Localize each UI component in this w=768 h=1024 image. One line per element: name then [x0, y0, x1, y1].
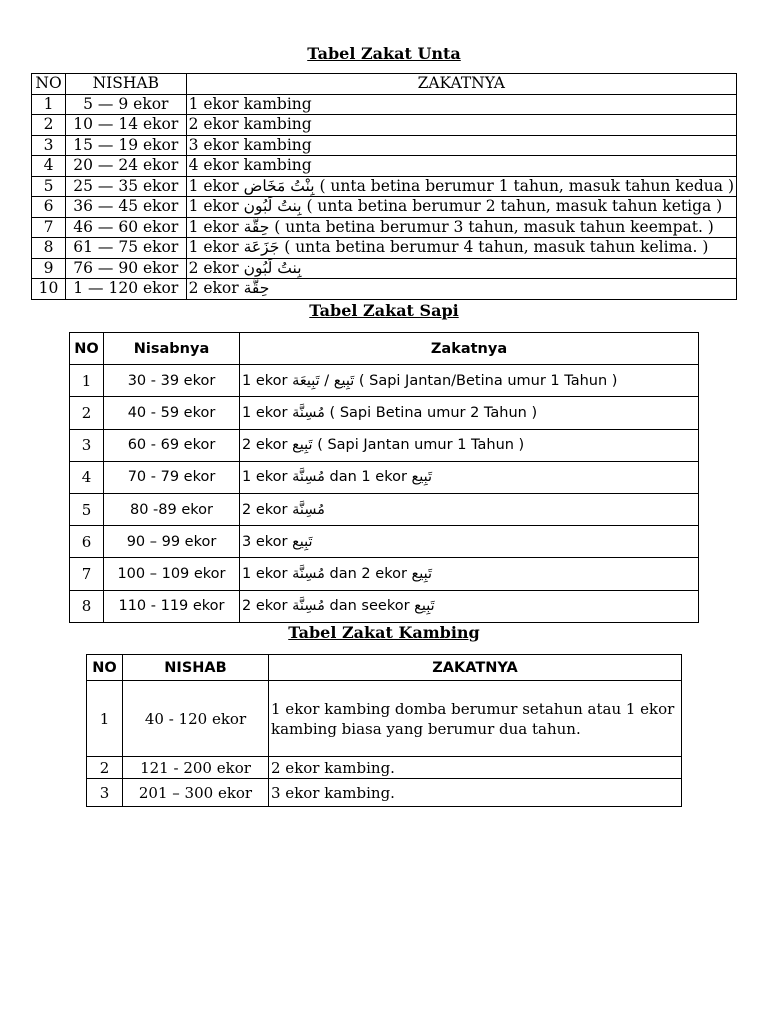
row-no: 8: [32, 238, 66, 259]
header-nishab: Nisabnya: [104, 333, 240, 365]
row-no: 8: [70, 590, 104, 622]
row-no: 7: [70, 558, 104, 590]
table-row: [70, 493, 699, 525]
row-no: 4: [32, 156, 66, 177]
table-row: [32, 217, 737, 238]
row-zakat: 1 ekor kambing: [186, 94, 736, 115]
row-no: 2: [70, 397, 104, 429]
row-no: 5: [70, 493, 104, 525]
header-no: NO: [70, 333, 104, 365]
row-zakat: 3 ekor kambing.: [269, 779, 682, 807]
table-row: [70, 365, 699, 397]
row-zakat: 3 ekor kambing: [186, 135, 736, 156]
row-zakat: 2 ekor kambing: [186, 115, 736, 136]
row-no: 7: [32, 217, 66, 238]
row-nishab: 110 - 119 ekor: [104, 590, 240, 622]
header-nishab: NISHAB: [123, 655, 269, 681]
row-nishab: 20 — 24 ekor: [66, 156, 187, 177]
row-nishab: 30 - 39 ekor: [104, 365, 240, 397]
row-nishab: 1 — 120 ekor: [66, 279, 187, 300]
row-zakat: 3 ekor تَبِيع: [240, 526, 699, 558]
row-nishab: 46 — 60 ekor: [66, 217, 187, 238]
row-zakat: 1 ekor مُسِنَّة ( Sapi Betina umur 2 Tahun ): [240, 397, 699, 429]
table-row: [32, 115, 737, 136]
unta-title: Tabel Zakat Unta: [307, 44, 461, 63]
table-row: [87, 757, 682, 779]
row-zakat: 1 ekor بِنتُ لَبُون ( unta betina berumur 2 tahun, masuk tahun ketiga ): [186, 197, 736, 218]
row-no: 6: [32, 197, 66, 218]
row-no: 2: [32, 115, 66, 136]
row-zakat: 2 ekor مُسِنَّة: [240, 493, 699, 525]
table-row: [70, 558, 699, 590]
row-no: 2: [87, 757, 123, 779]
row-no: 9: [32, 258, 66, 279]
row-nishab: 121 - 200 ekor: [123, 757, 269, 779]
row-zakat: 2 ekor بِنتُ لَبُون: [186, 258, 736, 279]
row-nishab: 25 — 35 ekor: [66, 176, 187, 197]
row-nishab: 90 – 99 ekor: [104, 526, 240, 558]
row-nishab: 10 — 14 ekor: [66, 115, 187, 136]
table-row: [87, 779, 682, 807]
row-no: 3: [70, 429, 104, 461]
table-header-row: [32, 74, 737, 95]
row-nishab: 40 - 59 ekor: [104, 397, 240, 429]
row-no: 3: [32, 135, 66, 156]
row-nishab: 80 -89 ekor: [104, 493, 240, 525]
row-zakat: 1 ekor مُسِنَّة dan 2 ekor تَبِيع: [240, 558, 699, 590]
row-no: 5: [32, 176, 66, 197]
row-zakat: 2 ekor تَبِيع ( Sapi Jantan umur 1 Tahun ): [240, 429, 699, 461]
row-nishab: 15 — 19 ekor: [66, 135, 187, 156]
row-no: 6: [70, 526, 104, 558]
kambing-title: Tabel Zakat Kambing: [288, 623, 480, 642]
row-nishab: 61 — 75 ekor: [66, 238, 187, 259]
header-zakat: ZAKATNYA: [186, 74, 736, 95]
row-nishab: 40 - 120 ekor: [123, 681, 269, 757]
unta-table: [31, 73, 737, 300]
table-row: [70, 590, 699, 622]
table-row: [70, 397, 699, 429]
row-zakat: 1 ekor جَزَعَة ( unta betina berumur 4 tahun, masuk tahun kelima. ): [186, 238, 736, 259]
table-row: [32, 279, 737, 300]
row-nishab: 70 - 79 ekor: [104, 461, 240, 493]
table-header-row: [70, 333, 699, 365]
table-row: [32, 197, 737, 218]
table-row: [32, 156, 737, 177]
table-row: [70, 461, 699, 493]
table-row: [32, 94, 737, 115]
row-zakat: 2 ekor مُسِنَّة dan seekor تَبِيع: [240, 590, 699, 622]
row-no: 10: [32, 279, 66, 300]
row-zakat: 1 ekor kambing domba berumur setahun atau 1 ekor kambing biasa yang berumur dua tahun.: [269, 681, 682, 757]
sapi-table: [69, 332, 699, 623]
row-zakat: 1 ekor مُسِنَّة dan 1 ekor تَبِيع: [240, 461, 699, 493]
header-no: NO: [87, 655, 123, 681]
row-zakat: 2 ekor حِقَّة: [186, 279, 736, 300]
header-zakat: Zakatnya: [240, 333, 699, 365]
row-no: 1: [87, 681, 123, 757]
table-row: [70, 526, 699, 558]
row-zakat: 2 ekor kambing.: [269, 757, 682, 779]
row-zakat: 1 ekor تَبِيع / تَبِيعَة ( Sapi Jantan/Betina umur 1 Tahun ): [240, 365, 699, 397]
row-zakat: 4 ekor kambing: [186, 156, 736, 177]
row-zakat: 1 ekor حِقَّة ( unta betina berumur 3 tahun, masuk tahun keempat. ): [186, 217, 736, 238]
row-zakat: 1 ekor بِنْتُ مَخَاض ( unta betina berumur 1 tahun, masuk tahun kedua ): [186, 176, 736, 197]
header-no: NO: [32, 74, 66, 95]
row-nishab: 60 - 69 ekor: [104, 429, 240, 461]
row-nishab: 5 — 9 ekor: [66, 94, 187, 115]
table-header-row: [87, 655, 682, 681]
table-row: [70, 429, 699, 461]
header-nishab: NISHAB: [66, 74, 187, 95]
row-no: 4: [70, 461, 104, 493]
sapi-title: Tabel Zakat Sapi: [309, 301, 459, 320]
row-nishab: 36 — 45 ekor: [66, 197, 187, 218]
table-row: [32, 176, 737, 197]
table-row: [87, 681, 682, 757]
table-row: [32, 135, 737, 156]
kambing-table: [86, 654, 682, 807]
row-no: 1: [32, 94, 66, 115]
row-no: 1: [70, 365, 104, 397]
row-nishab: 100 – 109 ekor: [104, 558, 240, 590]
row-no: 3: [87, 779, 123, 807]
table-row: [32, 258, 737, 279]
header-zakat: ZAKATNYA: [269, 655, 682, 681]
table-row: [32, 238, 737, 259]
row-nishab: 76 — 90 ekor: [66, 258, 187, 279]
row-nishab: 201 – 300 ekor: [123, 779, 269, 807]
